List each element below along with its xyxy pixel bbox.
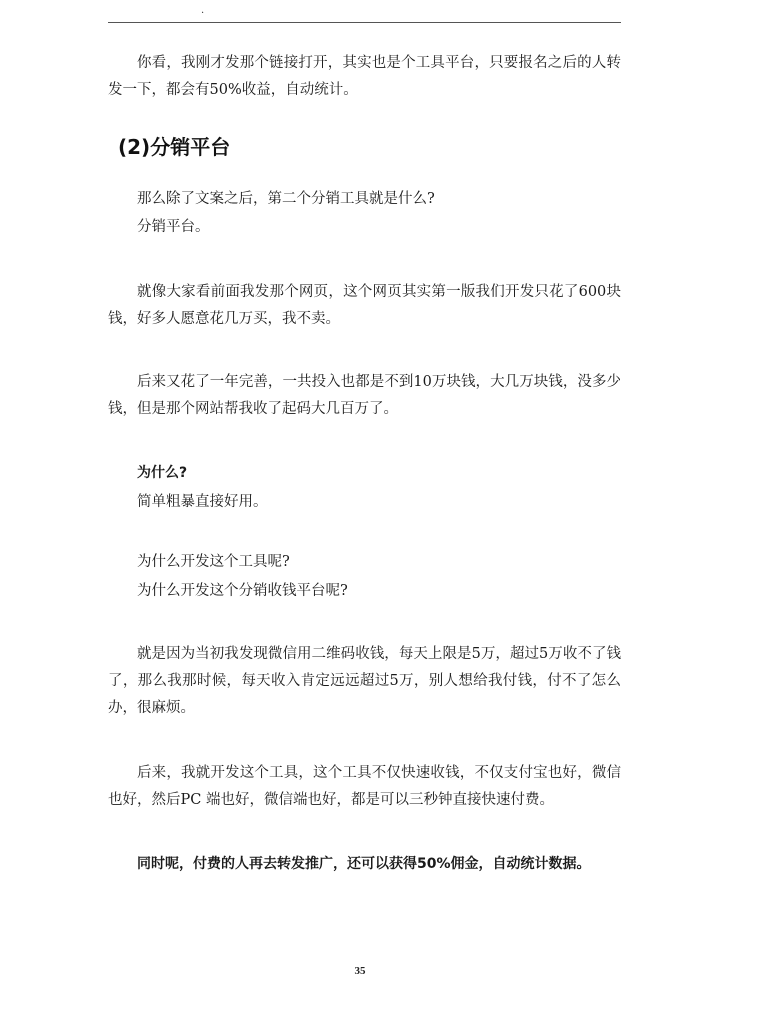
header-mark: . [201,5,205,16]
paragraph-intro: 你看，我刚才发那个链接打开，其实也是个工具平台，只要报名之后的人转发一下，都会有50%收益，自动统计。 [108,55,621,98]
paragraph-commission: 同时呢，付费的人再去转发推广，还可以获得50%佣金，自动统计数据。 [137,856,591,872]
paragraph-reason: 就是因为当初我发现微信用二维码收钱，每天上限是5万，超过5万收不了钱了，那么我那时候，每天收入肯定远远超过5万，别人想给我付钱，付不了怎么办，很麻烦。 [108,646,621,716]
header-rule [108,22,621,23]
page-number: 35 [354,965,366,977]
paragraph-question-second-tool: 那么除了文案之后，第二个分销工具就是什么? [137,191,435,207]
section-heading: (2)分销平台 [118,135,231,159]
paragraph-why-answer: 简单粗暴直接好用。 [137,494,268,510]
paragraph-solution: 后来，我就开发这个工具，这个工具不仅快速收钱，不仅支付宝也好，微信也好，然后PC 端也好，微信端也好，都是可以三秒钟直接快速付费。 [108,765,621,808]
paragraph-why-platform: 为什么开发这个分销收钱平台呢? [137,583,348,599]
paragraph-why-tool: 为什么开发这个工具呢? [137,554,290,570]
paragraph-answer-second-tool: 分销平台。 [137,219,210,235]
paragraph-webpage-cost: 就像大家看前面我发那个网页，这个网页其实第一版我们开发只花了600块钱，好多人愿意花几万买，我不卖。 [108,284,621,327]
paragraph-why: 为什么? [137,465,188,481]
paragraph-improvement: 后来又花了一年完善，一共投入也都是不到10万块钱，大几万块钱，没多少钱，但是那个网站帮我收了起码大几百万了。 [108,374,621,417]
